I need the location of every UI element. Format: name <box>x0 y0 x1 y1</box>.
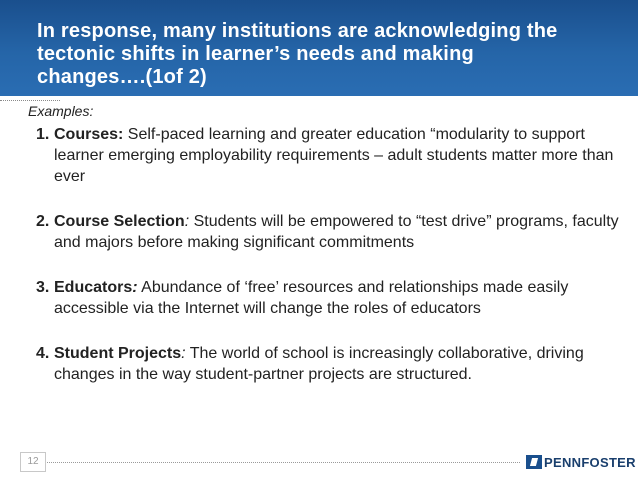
examples-list <box>36 124 626 385</box>
item-text: Self-paced learning and greater education “modularity to support learner emerging employability requirements – adult students matter more than ever <box>54 126 614 185</box>
item-heading: Course Selection <box>54 213 185 230</box>
item-text: The world of school is increasingly collaborative, driving changes in the way student-partner projects are structured. <box>54 345 584 383</box>
logo-mark-icon <box>526 455 542 469</box>
item-heading: Courses <box>54 126 119 143</box>
item-number: 2. <box>36 213 50 230</box>
examples-label: Examples: <box>28 103 94 119</box>
list-item <box>36 343 626 385</box>
item-number: 1. <box>36 126 50 143</box>
examples-underline <box>0 100 60 101</box>
item-heading: Student Projects <box>54 345 182 362</box>
item-separator: : <box>184 213 190 230</box>
item-number: 3. <box>36 279 50 296</box>
slide-title-line: tectonic shifts in learner’s needs and making <box>37 43 474 65</box>
item-number: 4. <box>36 345 50 362</box>
list-item <box>36 124 626 187</box>
item-text: Students will be empowered to “test drive” programs, faculty and majors before making significant commitments <box>54 213 619 251</box>
slide-title <box>37 20 627 89</box>
slide-title-line: In response, many institutions are acknowledging the <box>37 20 558 42</box>
footer-divider <box>20 462 520 463</box>
list-item <box>36 211 626 253</box>
pennfoster-logo <box>526 454 636 470</box>
slide-title-line: changes….(1of 2) <box>37 66 207 88</box>
logo-text: PENNFOSTER <box>544 454 636 470</box>
page-number: 12 <box>20 452 46 472</box>
item-separator: : <box>181 345 186 362</box>
item-separator: : <box>118 126 124 143</box>
item-text: Abundance of ‘free’ resources and relationships made easily accessible via the Internet will change the roles of educators <box>54 279 569 317</box>
item-heading: Educators <box>54 279 133 296</box>
item-separator: : <box>132 279 138 296</box>
list-item <box>36 277 626 319</box>
